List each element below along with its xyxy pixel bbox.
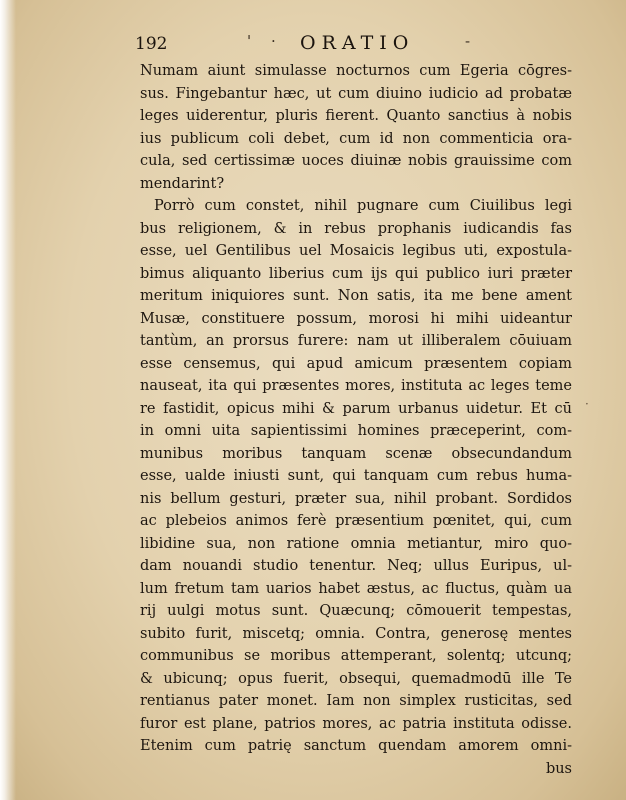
text-line: bimus aliquanto liberius cum ijs qui publico iuri præter bbox=[140, 265, 572, 282]
margin-mark: · bbox=[585, 397, 589, 411]
text-line: in omni uita sapientissimi homines præceperint, com- bbox=[140, 423, 572, 439]
text-line: nis bellum gesturi, præter sua, nihil probant. Sordidos bbox=[140, 490, 572, 507]
catchword: bus bbox=[545, 760, 572, 777]
text-line: lum fretum tam uarios habet æstus, ac fluctus, quàm ua bbox=[140, 580, 572, 597]
text-line: ius publicum coli debet, cum id non commenticia ora- bbox=[140, 130, 572, 147]
text-line: munibus moribus tanquam scenæ obsecundandum bbox=[140, 445, 572, 462]
text-line: cula, sed certissimæ uoces diuinæ nobis grauissime com bbox=[140, 153, 572, 169]
text-line: esse, ualde iniusti sunt, qui tanquam cum rebus huma- bbox=[140, 468, 572, 484]
running-head bbox=[135, 30, 535, 56]
text-line: esse, uel Gentilibus uel Mosaicis legibus uti, expostula- bbox=[140, 243, 572, 259]
page-edge bbox=[0, 0, 16, 800]
paragraph-start-line: Porrò cum constet, nihil pugnare cum Ciuilibus legi bbox=[154, 198, 572, 214]
text-line: leges uiderentur, pluris fierent. Quanto sanctius à nobis bbox=[140, 108, 572, 124]
text-line: mendarint? bbox=[140, 175, 225, 192]
text-line: furor est plane, patrios mores, ac patria instituta odisse. bbox=[140, 715, 572, 732]
page-number: 192 bbox=[135, 34, 168, 54]
text-line: nauseat, ita qui præsentes mores, instituta ac leges teme bbox=[140, 378, 572, 394]
running-head-mark: ' bbox=[247, 32, 252, 50]
text-line: esse censemus, qui apud amicum præsentem copiam bbox=[140, 355, 572, 372]
running-head-title: ORATIO bbox=[300, 32, 415, 54]
body-text bbox=[140, 60, 572, 780]
text-line: libidine sua, non ratione omnia metiantur, miro quo- bbox=[140, 535, 572, 552]
text-line: rij uulgi motus sunt. Quæcunq; cōmouerit tempestas, bbox=[140, 603, 572, 619]
text-line: rentianus pater monet. Iam non simplex rusticitas, sed bbox=[140, 693, 572, 709]
text-line: dam nouandi studio tenentur. Neq; ullus Euripus, ul- bbox=[140, 558, 572, 574]
text-line: communibus se moribus attemperant, solentq; utcunq; bbox=[140, 648, 572, 664]
text-line: ac plebeios animos ferè præsentium pœnitet, qui, cum bbox=[140, 513, 572, 529]
text-line: bus religionem, & in rebus prophanis iudicandis fas bbox=[140, 220, 572, 237]
text-line: sus. Fingebantur hæc, ut cum diuino iudicio ad probatæ bbox=[140, 85, 572, 102]
text-line: meritum iniquiores sunt. Non satis, ita me bene ament bbox=[140, 288, 572, 304]
text-line: & ubicunq; opus fuerit, obsequi, quemadmodū ille Te bbox=[140, 670, 572, 687]
text-line: re fastidit, opicus mihi & parum urbanus uidetur. Et cū bbox=[140, 400, 572, 417]
running-head-mark: · bbox=[271, 32, 276, 50]
text-line: Etenim cum patrię sanctum quendam amorem omni- bbox=[140, 738, 572, 754]
text-line: tantùm, an prorsus furere: nam ut illiberalem cōuiuam bbox=[140, 333, 572, 349]
text-line: Musæ, constituere possum, morosi hi mihi uideantur bbox=[140, 310, 572, 327]
text-line: Numam aiunt simulasse nocturnos cum Egeria cōgres- bbox=[140, 63, 572, 79]
running-head-mark: - bbox=[465, 32, 471, 50]
text-line: subito furit, miscetq; omnia. Contra, generosę mentes bbox=[140, 625, 572, 642]
